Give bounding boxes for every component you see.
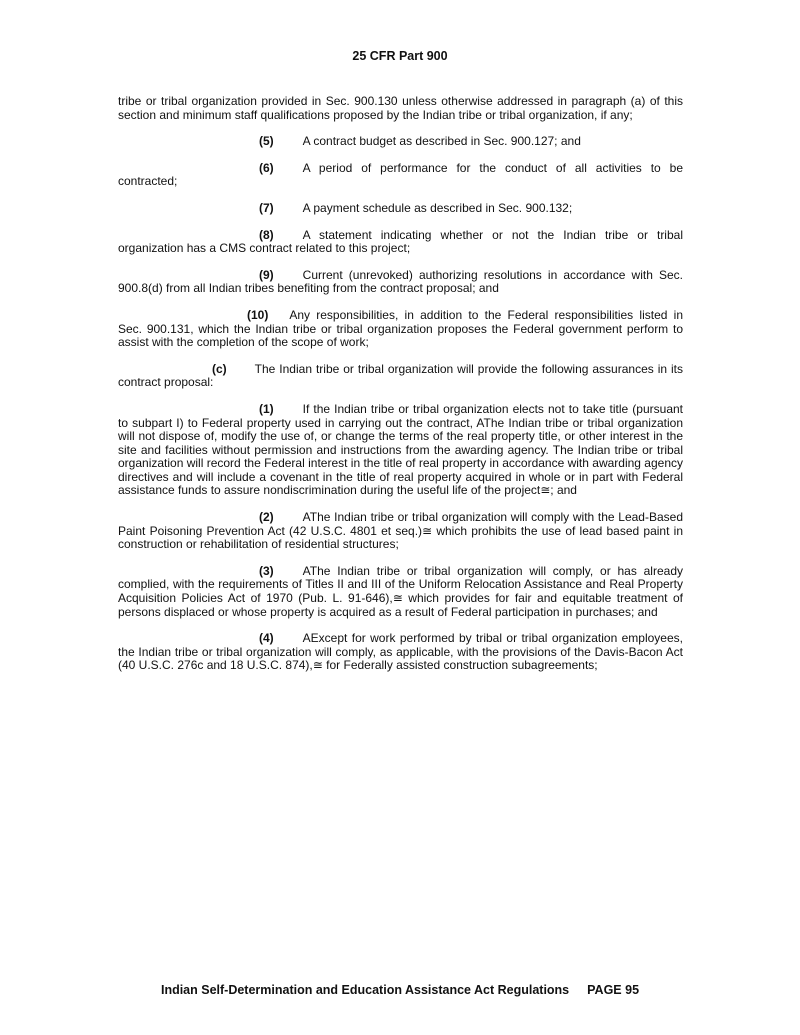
item-a-10	[118, 309, 683, 350]
item-a-5	[118, 135, 683, 149]
page-header: 25 CFR Part 900	[352, 49, 448, 63]
section-c	[118, 363, 683, 390]
intro-paragraph: tribe or tribal organization provided in Sec. 900.130 unless otherwise addressed in paragraph (a) of this section and minimum staff qualifications proposed by the Indian tribe or tribal organization, if any;	[118, 94, 683, 122]
item-a-7	[118, 202, 683, 216]
item-text: AExcept for work performed by tribal or tribal organization employees, the Indian tribe or tribal organization will comply, as applicable, with the provisions of the Davis-Bacon Act (40 U.S.C. 276c and 18 U.S.C. 874),≅ for Federally assisted construction subagreements;	[118, 631, 683, 673]
item-text: Any responsibilities, in addition to the Federal responsibilities listed in Sec. 900.131, which the Indian tribe or tribal organization proposes the Federal government perform to assist with the completion of the scope of work;	[118, 307, 683, 350]
item-text: Current (unrevoked) authorizing resolutions in accordance with Sec. 900.8(d) from all Indian tribes benefiting from the contract proposal; and	[118, 267, 683, 296]
page-number: PAGE 95	[587, 983, 640, 997]
section-number: (c)	[212, 361, 227, 376]
item-b-3	[118, 565, 683, 619]
item-a-9	[118, 269, 683, 296]
item-a-8	[118, 229, 683, 256]
item-text: A payment schedule as described in Sec. 900.132;	[302, 200, 573, 215]
item-b-2	[118, 511, 683, 552]
item-b-4	[118, 632, 683, 673]
item-text: A statement indicating whether or not the Indian tribe or tribal organization has a CMS contract related to this project;	[118, 227, 683, 256]
item-number: (6)	[259, 160, 274, 175]
item-text: A contract budget as described in Sec. 900.127; and	[302, 134, 581, 149]
item-a-6	[118, 162, 683, 189]
item-text: AThe Indian tribe or tribal organization will comply with the Lead-Based Paint Poisoning Prevention Act (42 U.S.C. 4801 et seq.)≅ which prohibits the use of lead based paint in construction or rehabilitation of residential structures;	[118, 510, 683, 552]
item-b-1	[118, 403, 683, 498]
item-number: (4)	[259, 631, 274, 646]
section-text: The Indian tribe or tribal organization will provide the following assurances in its contract proposal:	[118, 361, 683, 390]
item-text: AThe Indian tribe or tribal organization will comply, or has already complied, with the requirements of Titles II and III of the Uniform Relocation Assistance and Real Property Acquisition Policies Act of 1970 (Pub. L. 91-646),≅ which provides for fair and equitable treatment of persons displaced or whose property is acquired as a result of Federal participation in purchases; and	[118, 563, 683, 619]
item-number: (3)	[259, 563, 274, 578]
item-number: (5)	[259, 134, 274, 149]
item-number: (7)	[259, 200, 274, 215]
item-number: (1)	[259, 401, 274, 416]
page-footer	[0, 983, 800, 997]
item-number: (8)	[259, 227, 274, 242]
footer-title: Indian Self-Determination and Education Assistance Act Regulations	[160, 983, 570, 997]
item-number: (2)	[259, 510, 274, 525]
item-number: (9)	[259, 267, 274, 282]
document-body	[118, 95, 683, 686]
item-text: A period of performance for the conduct of all activities to be contracted;	[118, 160, 683, 189]
item-text: If the Indian tribe or tribal organization elects not to take title (pursuant to subpart I) to Federal property used in carrying out the contract, AThe Indian tribe or tribal organization will not dispose of, modify the use of, or change the terms of the real property title, or other interest in the site and facilities without permission and instructions from the awarding agency. The Indian tribe or tribal organization will record the Federal interest in the title of real property in accordance with awarding agency directives and will include a covenant in the title of real property acquired in whole or in part with Federal assistance funds to assure nondiscrimination during the useful life of the project≅; and	[118, 401, 683, 498]
item-number: (10)	[247, 307, 269, 322]
